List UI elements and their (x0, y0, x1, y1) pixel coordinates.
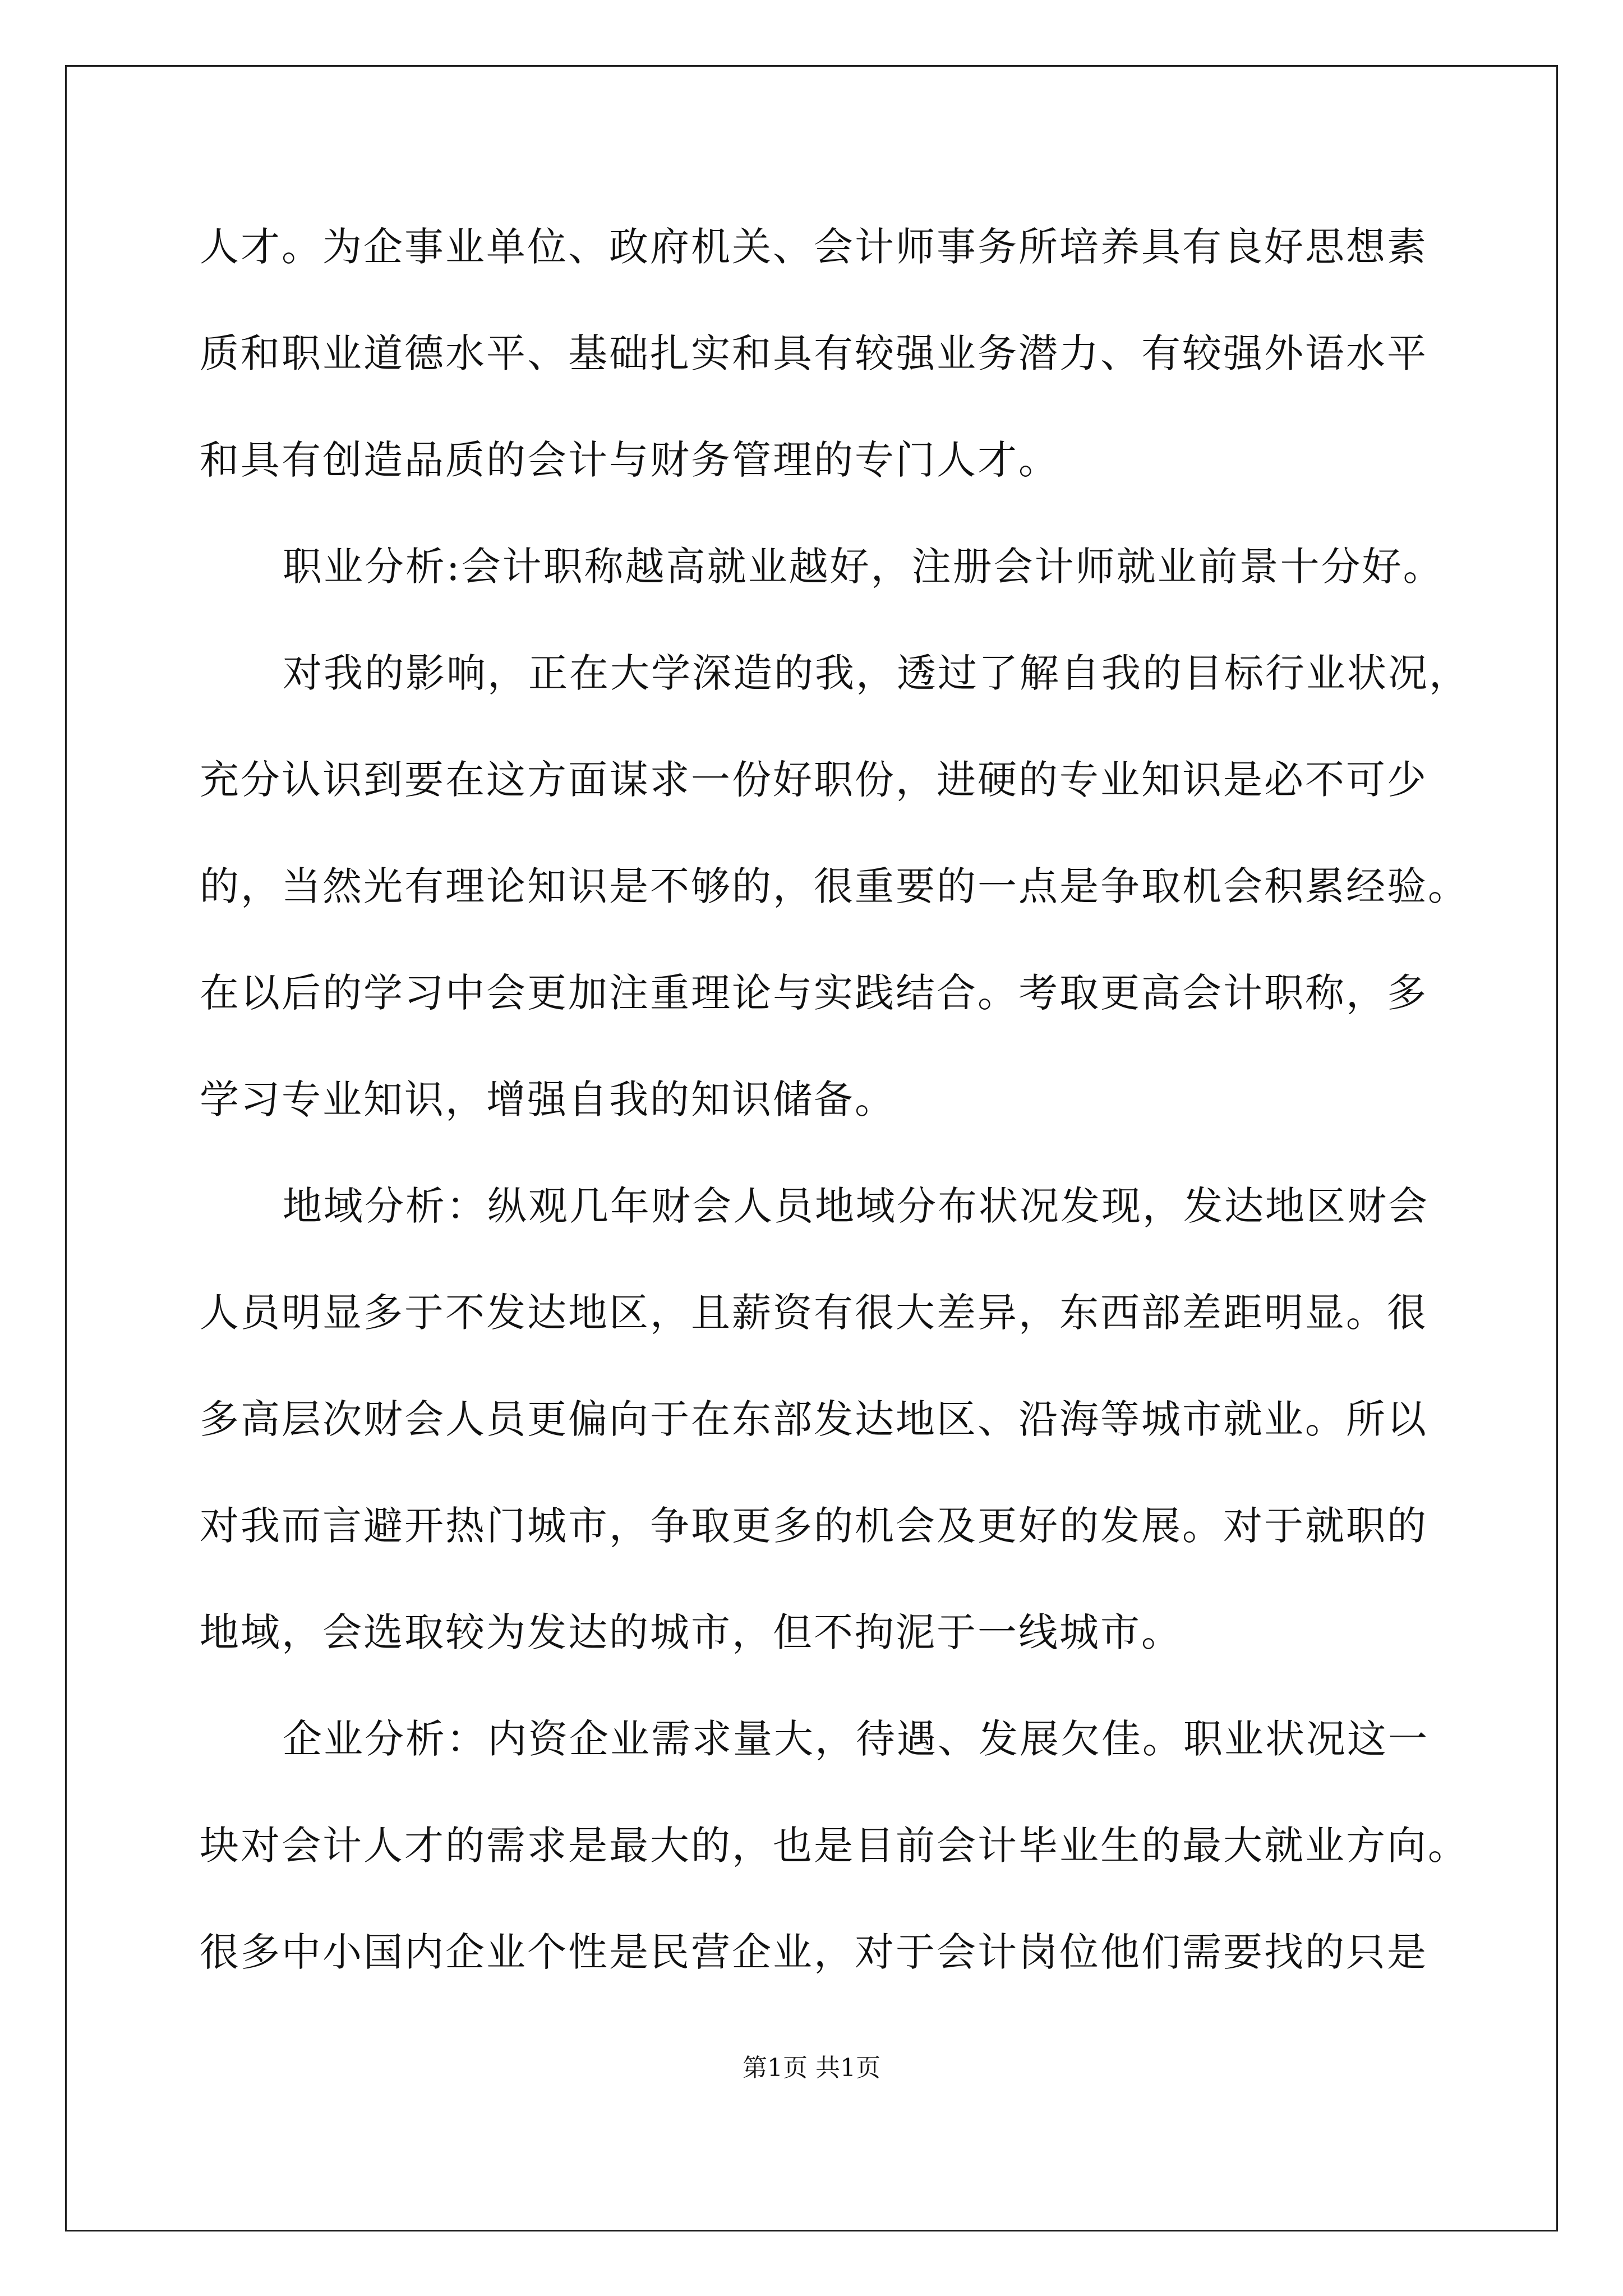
text-line: 多高层次财会人员更偏向于在东部发达地区、沿海等城市就业。所以 (200, 1396, 1428, 1442)
text-line: 充分认识到要在这方面谋求一份好职份，进硬的专业知识是必不可少 (200, 757, 1428, 803)
text-line: 对我而言避开热门城市，争取更多的机会及更好的发展。对于就职的 (200, 1503, 1428, 1549)
text-line: 学习专业知识，增强自我的知识储备。 (200, 1076, 896, 1122)
text-line: 地域，会选取较为发达的城市，但不拘泥于一线城市。 (200, 1609, 1182, 1655)
paragraph-start-line: 职业分析:会计职称越高就业越好，注册会计师就业前景十分好。 (283, 544, 1444, 590)
text-line: 很多中小国内企业个性是民营企业，对于会计岗位他们需要找的只是 (200, 1929, 1428, 1975)
paragraph-start-line: 地域分析：纵观几年财会人员地域分布状况发现，发达地区财会 (283, 1183, 1429, 1229)
text-line: 块对会计人才的需求是最大的，也是目前会计毕业生的最大就业方向。 (200, 1823, 1469, 1869)
paragraph-start-line: 企业分析：内资企业需求量大，待遇、发展欠佳。职业状况这一 (283, 1716, 1429, 1762)
page-number: 第1页 共1页 (743, 2054, 880, 2082)
paragraph-start-line: 对我的影响，正在大学深造的我，透过了解自我的目标行业状况， (283, 650, 1470, 696)
page-border (65, 65, 1558, 2231)
text-line: 质和职业道德水平、基础扎实和具有较强业务潜力、有较强外语水平 (200, 330, 1428, 376)
text-line: 在以后的学习中会更加注重理论与实践结合。考取更高会计职称，多 (200, 970, 1428, 1016)
text-line: 人员明显多于不发达地区，且薪资有很大差异，东西部差距明显。很 (200, 1290, 1428, 1336)
text-line: 的，当然光有理论知识是不够的，很重要的一点是争取机会积累经验。 (200, 863, 1469, 909)
text-line: 人才。为企事业单位、政府机关、会计师事务所培养具有良好思想素 (200, 224, 1428, 270)
text-line: 和具有创造品质的会计与财务管理的专门人才。 (200, 437, 1059, 483)
